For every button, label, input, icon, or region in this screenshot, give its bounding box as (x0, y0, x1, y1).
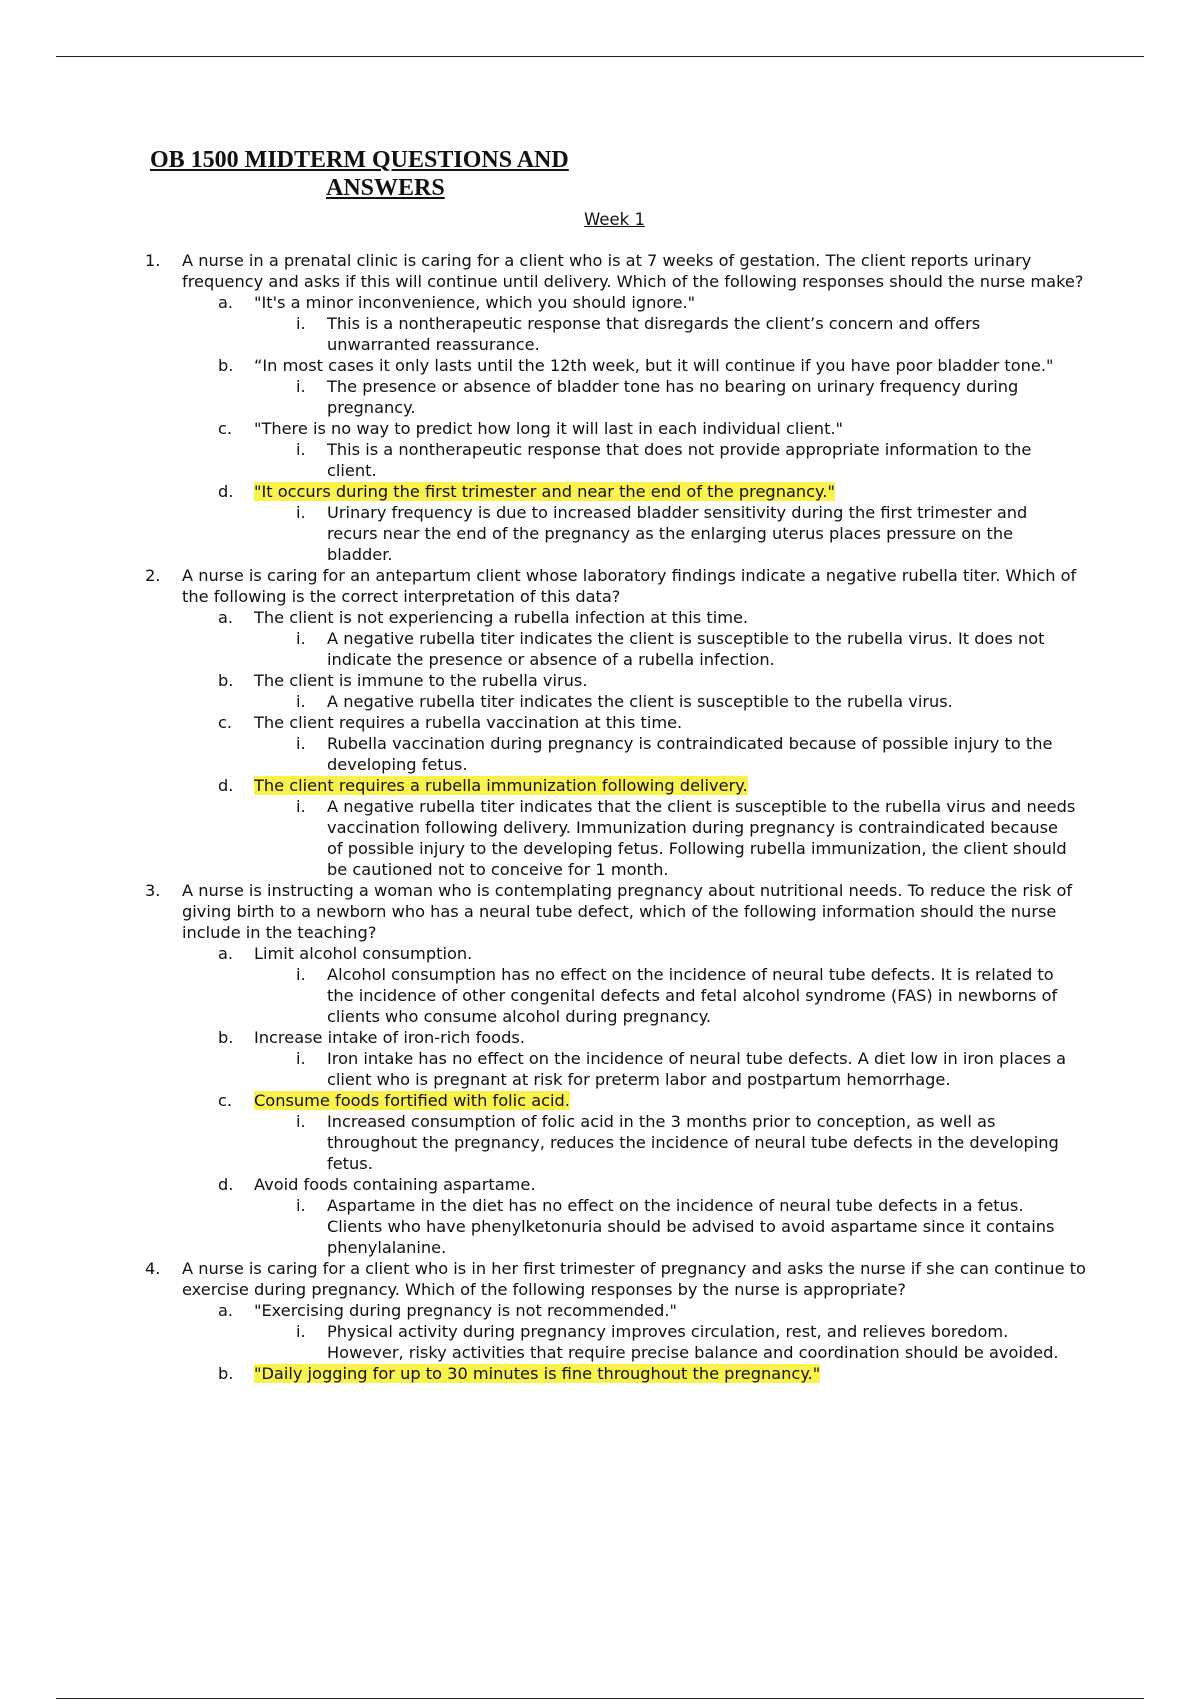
rationale-number: i. (296, 797, 306, 816)
rationale-number: i. (296, 1049, 306, 1068)
highlighted-answer: "Daily jogging for up to 30 minutes is fine throughout the pregnancy." (254, 1364, 821, 1383)
option-letter: c. (218, 419, 233, 438)
option-text: “In most cases it only lasts until the 12th week, but it will continue if you have poor bladder tone." (254, 356, 1054, 375)
option-3c-correct (140, 1090, 1090, 1111)
rationale-number: i. (296, 965, 306, 984)
title-line-1: OB 1500 MIDTERM QUESTIONS AND (150, 147, 569, 173)
rationale-text: Physical activity during pregnancy improves circulation, rest, and relieves boredom. However, risky activities that require precise balance and coordination should be avoided. (327, 1322, 1059, 1362)
option-2d-correct (140, 775, 1090, 796)
rationale-text: Urinary frequency is due to increased bladder sensitivity during the first trimester and recurs near the end of the pregnancy as the enlarging uterus places pressure on the bladder. (327, 503, 1028, 564)
option-text: Increase intake of iron-rich foods. (254, 1028, 525, 1047)
option-1d-correct (140, 481, 1090, 502)
rationale-3c (140, 1111, 1090, 1174)
option-letter: d. (218, 776, 234, 795)
rationale-text: The presence or absence of bladder tone has no bearing on urinary frequency during pregnancy. (327, 377, 1019, 417)
question-number: 2. (145, 566, 161, 585)
question-text: A nurse is instructing a woman who is contemplating pregnancy about nutritional needs. To reduce the risk of giving birth to a newborn who has a neural tube defect, which of the following information should the nurse include in the teaching? (182, 881, 1073, 942)
option-text: The client requires a rubella vaccination at this time. (254, 713, 683, 732)
question-1 (140, 250, 1090, 292)
option-letter: c. (218, 713, 233, 732)
option-text: The client is immune to the rubella virus. (254, 671, 588, 690)
title-line-2: ANSWERS (326, 175, 445, 201)
rationale-1a (140, 313, 1090, 355)
rationale-1b (140, 376, 1090, 418)
rationale-text: Increased consumption of folic acid in the 3 months prior to conception, as well as throughout the pregnancy, reduces the incidence of neural tube defects in the developing fetus. (327, 1112, 1059, 1173)
option-3a (140, 943, 1090, 964)
option-letter: a. (218, 1301, 234, 1320)
option-letter: a. (218, 293, 234, 312)
option-letter: b. (218, 1364, 234, 1383)
document-title (150, 146, 650, 202)
option-text: "Exercising during pregnancy is not recommended." (254, 1301, 677, 1320)
option-letter: a. (218, 944, 234, 963)
rationale-number: i. (296, 1112, 306, 1131)
option-4a (140, 1300, 1090, 1321)
rationale-3a (140, 964, 1090, 1027)
option-letter: d. (218, 482, 234, 501)
rationale-3d (140, 1195, 1090, 1258)
question-3 (140, 880, 1090, 943)
rationale-text: This is a nontherapeutic response that does not provide appropriate information to the client. (327, 440, 1032, 480)
question-text: A nurse is caring for an antepartum client whose laboratory findings indicate a negative rubella titer. Which of the following is the correct interpretation of this data? (182, 566, 1077, 606)
question-2 (140, 565, 1090, 607)
question-number: 3. (145, 881, 161, 900)
rationale-number: i. (296, 314, 306, 333)
rationale-2d (140, 796, 1090, 880)
week-heading: Week 1 (584, 210, 645, 229)
option-letter: b. (218, 356, 234, 375)
option-text: Limit alcohol consumption. (254, 944, 473, 963)
rationale-2b (140, 691, 1090, 712)
option-letter: b. (218, 1028, 234, 1047)
rationale-text: This is a nontherapeutic response that disregards the client’s concern and offers unwarranted reassurance. (327, 314, 981, 354)
rationale-number: i. (296, 503, 306, 522)
option-3d (140, 1174, 1090, 1195)
question-number: 4. (145, 1259, 161, 1278)
highlighted-answer: Consume foods fortified with folic acid. (254, 1091, 570, 1110)
question-text: A nurse is caring for a client who is in her first trimester of pregnancy and asks the nurse if she can continue to exercise during pregnancy. Which of the following responses by the nurse is appropriate? (182, 1259, 1086, 1299)
highlighted-answer: "It occurs during the first trimester and near the end of the pregnancy." (254, 482, 835, 501)
rationale-number: i. (296, 1322, 306, 1341)
option-3b (140, 1027, 1090, 1048)
option-1b (140, 355, 1090, 376)
rationale-number: i. (296, 629, 306, 648)
option-text: Avoid foods containing aspartame. (254, 1175, 536, 1194)
rationale-text: Alcohol consumption has no effect on the incidence of neural tube defects. It is related to the incidence of other congenital defects and fetal alcohol syndrome (FAS) in newborns of clients who consume alcohol during pregnancy. (327, 965, 1058, 1026)
option-letter: a. (218, 608, 234, 627)
bottom-rule (56, 1698, 1144, 1699)
rationale-text: A negative rubella titer indicates the client is susceptible to the rubella virus. It does not indicate the presence or absence of a rubella infection. (327, 629, 1045, 669)
option-2c (140, 712, 1090, 733)
option-text: "There is no way to predict how long it will last in each individual client." (254, 419, 844, 438)
top-rule (56, 56, 1144, 57)
rationale-text: Aspartame in the diet has no effect on the incidence of neural tube defects in a fetus. Clients who have phenylketonuria should be advised to avoid aspartame since it contains phenylalanine. (327, 1196, 1055, 1257)
rationale-number: i. (296, 377, 306, 396)
rationale-text: Rubella vaccination during pregnancy is contraindicated because of possible injury to the developing fetus. (327, 734, 1053, 774)
option-letter: d. (218, 1175, 234, 1194)
rationale-text: A negative rubella titer indicates the client is susceptible to the rubella virus. (327, 692, 953, 711)
option-text: The client is not experiencing a rubella infection at this time. (254, 608, 749, 627)
rationale-2c (140, 733, 1090, 775)
rationale-3b (140, 1048, 1090, 1090)
option-2a (140, 607, 1090, 628)
rationale-text: A negative rubella titer indicates that the client is susceptible to the rubella virus and needs vaccination following delivery. Immunization during pregnancy is contraindicated because of possible injury to the developing fetus. Following rubella immunization, the client should be cautioned not to conceive for 1 month. (327, 797, 1076, 879)
question-text: A nurse in a prenatal clinic is caring for a client who is at 7 weeks of gestation. The client reports urinary frequency and asks if this will continue until delivery. Which of the following responses should the nurse make? (182, 251, 1084, 291)
option-2b (140, 670, 1090, 691)
rationale-2a (140, 628, 1090, 670)
rationale-text: Iron intake has no effect on the incidence of neural tube defects. A diet low in iron places a client who is pregnant at risk for preterm labor and postpartum hemorrhage. (327, 1049, 1067, 1089)
question-list (140, 250, 1090, 1384)
rationale-1d (140, 502, 1090, 565)
rationale-1c (140, 439, 1090, 481)
rationale-number: i. (296, 734, 306, 753)
rationale-4a (140, 1321, 1090, 1363)
option-1c (140, 418, 1090, 439)
option-letter: c. (218, 1091, 233, 1110)
option-text: "It's a minor inconvenience, which you should ignore." (254, 293, 696, 312)
question-number: 1. (145, 251, 161, 270)
rationale-number: i. (296, 1196, 306, 1215)
rationale-number: i. (296, 440, 306, 459)
option-4b-highlighted (140, 1363, 1090, 1384)
question-4 (140, 1258, 1090, 1300)
highlighted-answer: The client requires a rubella immunization following delivery. (254, 776, 748, 795)
rationale-number: i. (296, 692, 306, 711)
option-letter: b. (218, 671, 234, 690)
option-1a (140, 292, 1090, 313)
